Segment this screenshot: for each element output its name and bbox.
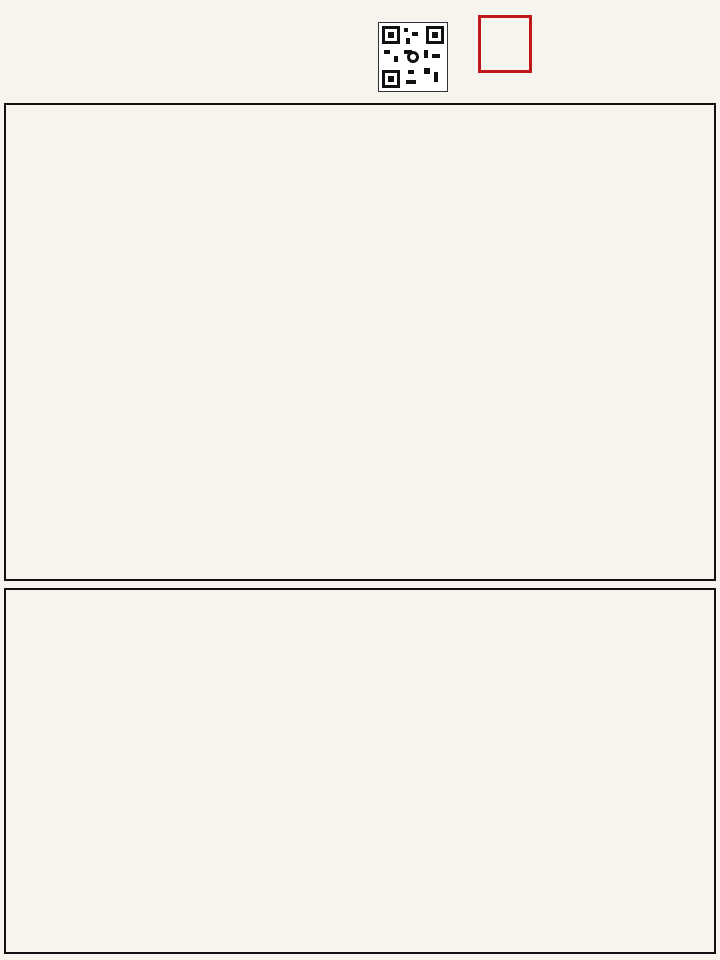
header — [0, 0, 720, 100]
chart-panel — [4, 103, 716, 581]
qr-code-icon — [378, 22, 448, 92]
annual-luck-grid — [4, 588, 716, 954]
seal-stamp — [478, 15, 532, 73]
